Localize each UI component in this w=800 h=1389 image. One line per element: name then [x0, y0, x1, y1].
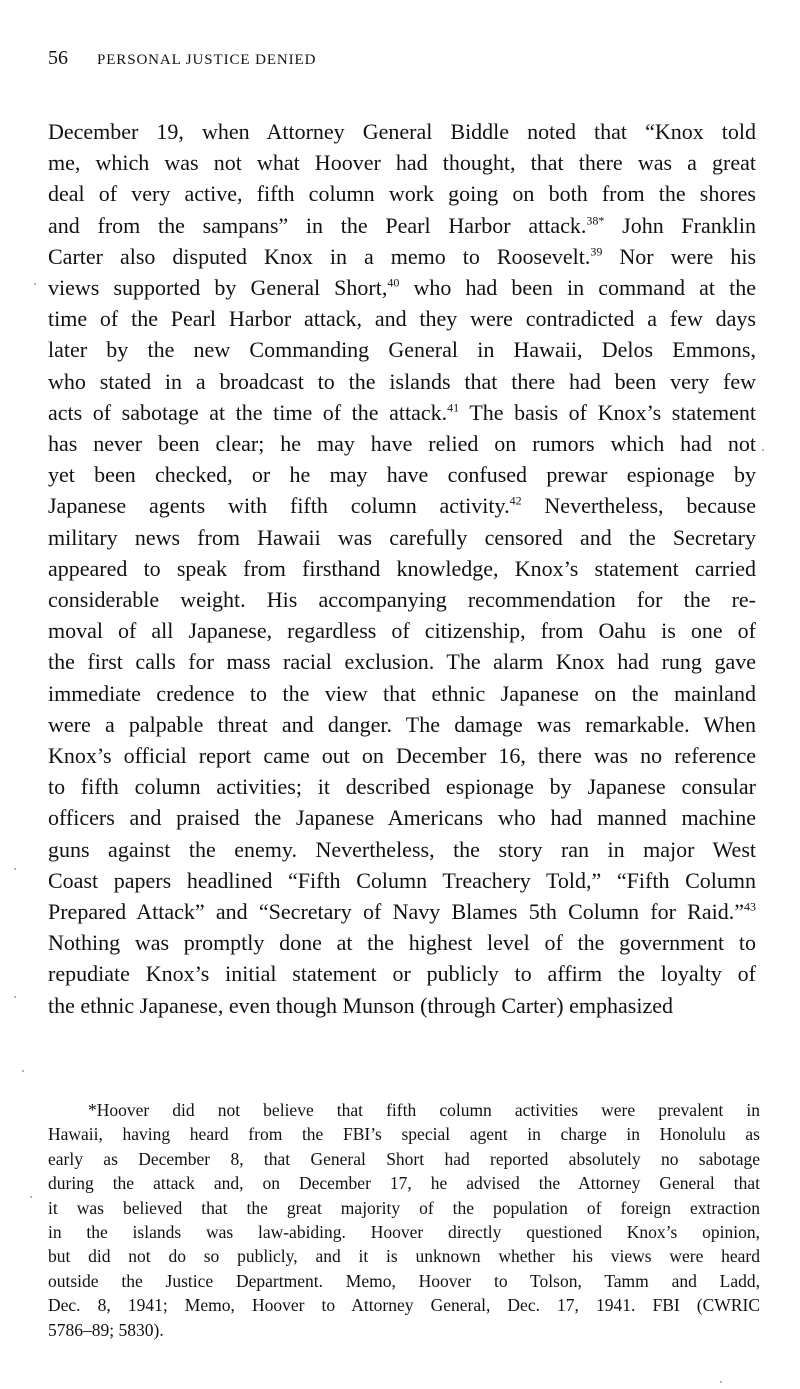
body-line: repudiate Knox’s initial statement or publicly to affirm the loyalty of [48, 961, 756, 987]
body-line: Prepared Attack” and “Secretary of Navy Blames 5th Column for Raid.”$^{43}$ [48, 899, 756, 925]
scan-speck [22, 1070, 24, 1072]
running-title: PERSONAL JUSTICE DENIED [97, 52, 317, 68]
footnote-line: outside the Justice Department. Memo, Hoover to Tolson, Tamm and Ladd, [48, 1270, 760, 1291]
body-line: moval of all Japanese, regardless of citizenship, from Oahu is one of [48, 618, 756, 644]
scan-speck [762, 449, 764, 451]
footnote-line: in the islands was law-abiding. Hoover directly questioned Knox’s opinion, [48, 1222, 760, 1243]
scan-speck [14, 996, 16, 998]
body-line: later by the new Commanding General in Hawaii, Delos Emmons, [48, 337, 756, 363]
body-line: time of the Pearl Harbor attack, and they were contradicted a few days [48, 306, 756, 332]
footnote-line: but did not do so publicly, and it is unknown whether his views were heard [48, 1246, 760, 1267]
scan-speck [720, 1381, 722, 1383]
body-line: yet been checked, or he may have confused prewar espionage by [48, 462, 756, 488]
footnote-reference: 41 [447, 400, 460, 415]
body-line: military news from Hawaii was carefully censored and the Secretary [48, 524, 756, 550]
body-line: Nothing was promptly done at the highest level of the government to [48, 930, 756, 956]
body-line: has never been clear; he may have relied on rumors which had not [48, 431, 756, 457]
body-line: me, which was not what Hoover had thought, that there was a great [48, 150, 756, 176]
body-line: the ethnic Japanese, even though Munson (through Carter) emphasized [48, 992, 673, 1018]
body-paragraph [48, 116, 756, 1021]
footnote-reference: 38* [586, 213, 605, 228]
footnote-line: 5786–89; 5830). [48, 1319, 164, 1340]
scan-speck [30, 1196, 32, 1198]
body-line: Japanese agents with fifth column activity.$^{42}$ Nevertheless, because [48, 493, 756, 519]
running-head [48, 46, 316, 72]
body-line: considerable weight. His accompanying recommendation for the re- [48, 587, 756, 613]
body-line: views supported by General Short,$^{40}$ who had been in command at the [48, 275, 756, 301]
footnote-line: *Hoover did not believe that fifth column activities were prevalent in [88, 1100, 760, 1120]
body-line: acts of sabotage at the time of the attack.$^{41}$ The basis of Knox’s statement [48, 399, 757, 425]
footnote [48, 1098, 760, 1342]
footnote-reference: 39 [590, 244, 603, 259]
body-line: officers and praised the Japanese Americans who had manned machine [48, 805, 756, 831]
body-line: immediate credence to the view that ethnic Japanese on the mainland [48, 680, 756, 706]
scan-speck [14, 868, 16, 870]
footnote-line: early as December 8, that General Short had reported absolutely no sabotage [48, 1148, 760, 1169]
body-line: and from the sampans” in the Pearl Harbor attack.$^{38*}$ John Franklin [48, 212, 756, 238]
body-line: were a palpable threat and danger. The damage was remarkable. When [48, 711, 756, 737]
footnote-line: it was believed that the great majority of the population of foreign extraction [48, 1197, 760, 1218]
body-line: who stated in a broadcast to the islands that there had been very few [48, 368, 756, 394]
body-line: Knox’s official report came out on December 16, there was no reference [48, 743, 756, 769]
footnote-line: Hawaii, having heard from the FBI’s special agent in charge in Honolulu as [48, 1124, 760, 1145]
body-line: the first calls for mass racial exclusion. The alarm Knox had rung gave [48, 649, 756, 675]
body-line: deal of very active, fifth column work going on both from the shores [48, 181, 756, 207]
footnote-reference: 43 [744, 899, 756, 914]
body-line: December 19, when Attorney General Biddle noted that “Knox told [48, 119, 756, 144]
body-line: Coast papers headlined “Fifth Column Treachery Told,” “Fifth Column [48, 867, 756, 893]
scan-speck [34, 283, 36, 285]
body-line: Carter also disputed Knox in a memo to Roosevelt.$^{39}$ Nor were his [48, 243, 757, 269]
footnote-line: Dec. 8, 1941; Memo, Hoover to Attorney General, Dec. 17, 1941. FBI (CWRIC [48, 1295, 760, 1316]
page-number: 56 [48, 47, 68, 69]
footnote-reference: 42 [509, 494, 522, 509]
footnote-reference: 40 [387, 275, 400, 290]
body-line: guns against the enemy. Nevertheless, the story ran in major West [48, 836, 756, 862]
footnote-line: during the attack and, on December 17, he advised the Attorney General that [48, 1173, 760, 1194]
body-line: to fifth column activities; it described espionage by Japanese consular [48, 774, 756, 800]
body-line: appeared to speak from firsthand knowledge, Knox’s statement carried [48, 555, 756, 581]
